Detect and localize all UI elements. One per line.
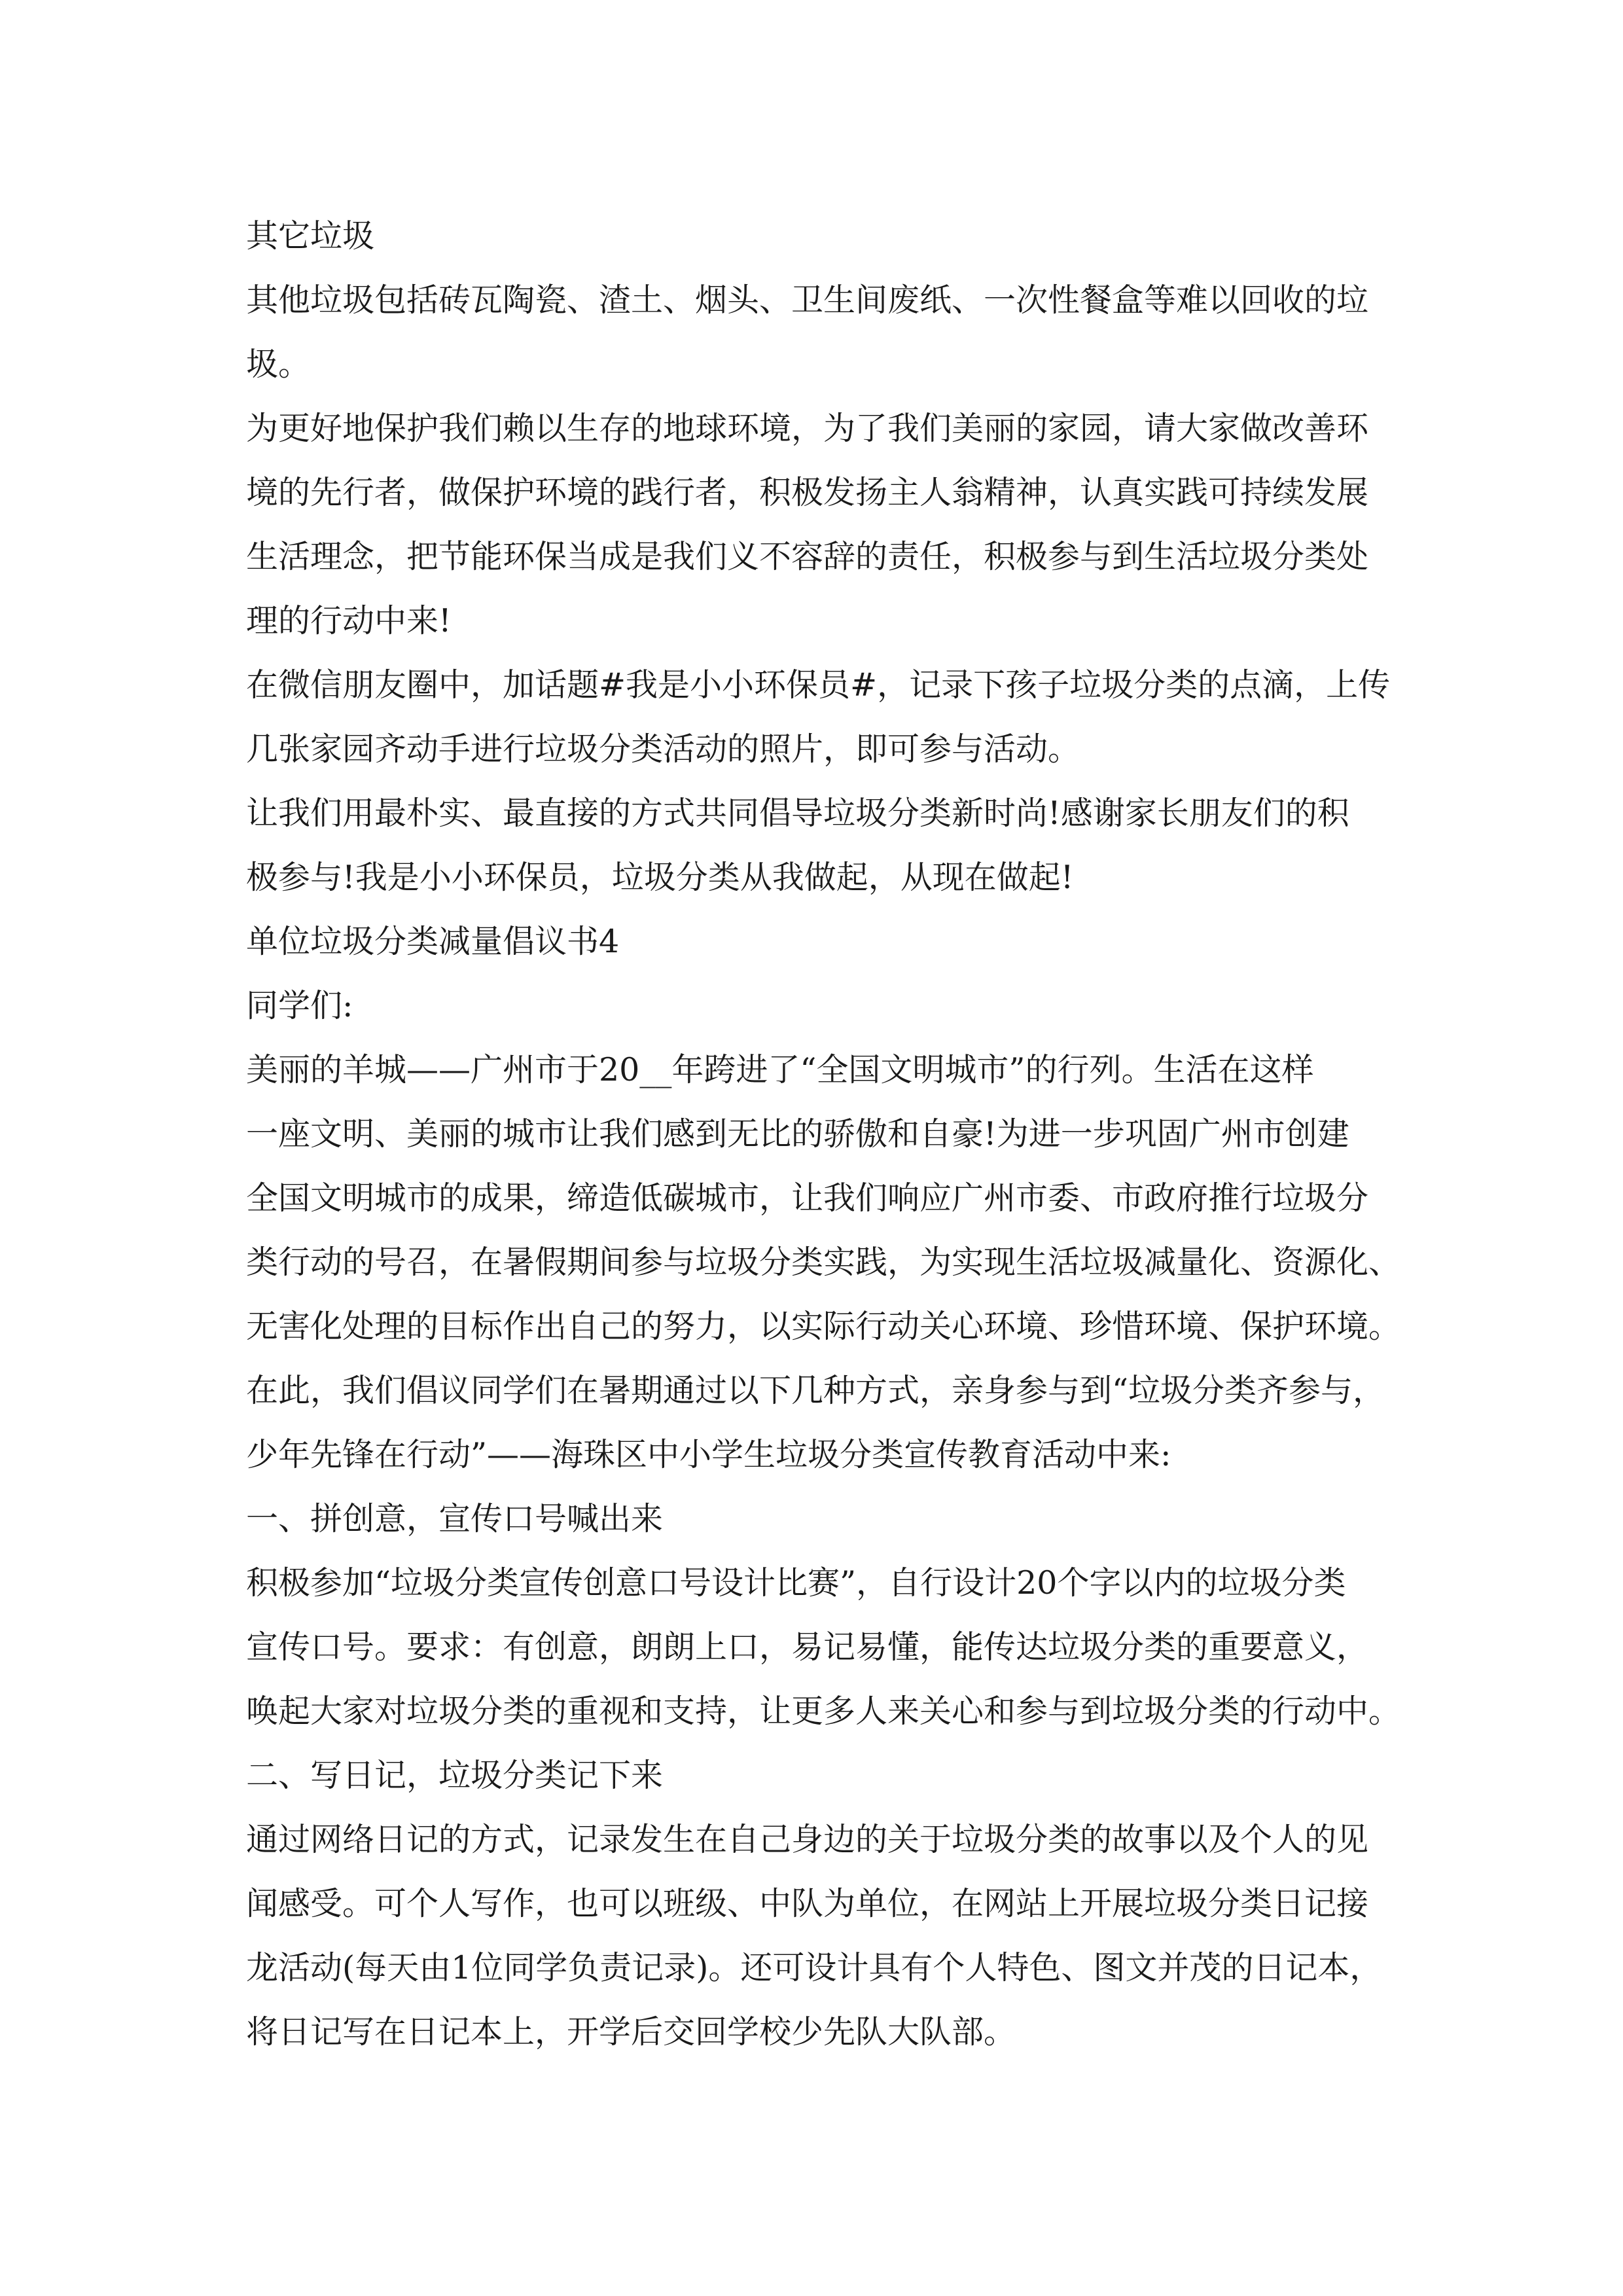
- document-title: 单位垃圾分类减量倡议书4: [246, 923, 620, 960]
- paragraph-line: 其他垃圾包括砖瓦陶瓷、渣土、烟头、卫生间废纸、一次性餐盒等难以回收的垃: [246, 281, 1369, 319]
- paragraph-line: 少年先锋在行动”——海珠区中小学生垃圾分类宣传教育活动中来:: [246, 1436, 1171, 1473]
- paragraph-line: 宣传口号。要求：有创意，朗朗上口，易记易懂，能传达垃圾分类的重要意义，: [246, 1628, 1369, 1666]
- document-body: [246, 204, 1401, 2064]
- paragraph-line: 理的行动中来!: [246, 602, 452, 639]
- paragraph-line: 一座文明、美丽的城市让我们感到无比的骄傲和自豪!为进一步巩固广州市创建: [246, 1115, 1349, 1153]
- paragraph-line: 在微信朋友圈中，加话题#我是小小环保员#，记录下孩子垃圾分类的点滴，上传: [246, 666, 1391, 704]
- paragraph-line: 积极参加“垃圾分类宣传创意口号设计比赛”，自行设计20个字以内的垃圾分类: [246, 1564, 1346, 1602]
- paragraph-line: 境的先行者，做保护环境的践行者，积极发扬主人翁精神，认真实践可持续发展: [246, 474, 1369, 511]
- paragraph-line: 龙活动(每天由1位同学负责记录)。还可设计具有个人特色、图文并茂的日记本，: [246, 1949, 1382, 1986]
- paragraph-line: 生活理念，把节能环保当成是我们义不容辞的责任，积极参与到生活垃圾分类处: [246, 538, 1369, 575]
- paragraph-line: 将日记写在日记本上，开学后交回学校少先队大队部。: [246, 2013, 1016, 2051]
- paragraph-line: 通过网络日记的方式，记录发生在自己身边的关于垃圾分类的故事以及个人的见: [246, 1821, 1369, 1858]
- paragraph-line: 圾。: [246, 346, 311, 383]
- paragraph-line: 几张家园齐动手进行垃圾分类活动的照片，即可参与活动。: [246, 730, 1080, 768]
- paragraph-line: 唤起大家对垃圾分类的重视和支持，让更多人来关心和参与到垃圾分类的行动中。: [246, 1693, 1401, 1730]
- paragraph-line: 类行动的号召，在暑假期间参与垃圾分类实践，为实现生活垃圾减量化、资源化、: [246, 1244, 1401, 1281]
- paragraph-line: 极参与!我是小小环保员，垃圾分类从我做起，从现在做起!: [246, 859, 1074, 896]
- paragraph-line: 无害化处理的目标作出自己的努力，以实际行动关心环境、珍惜环境、保护环境。: [246, 1308, 1401, 1345]
- section-heading-diary: 二、写日记，垃圾分类记下来: [246, 1757, 664, 1794]
- salutation: 同学们:: [246, 987, 353, 1024]
- paragraph-line: 让我们用最朴实、最直接的方式共同倡导垃圾分类新时尚!感谢家长朋友们的积: [246, 795, 1349, 832]
- paragraph-line: 在此，我们倡议同学们在暑期通过以下几种方式，亲身参与到“垃圾分类齐参与，: [246, 1372, 1385, 1409]
- paragraph-line: 闻感受。可个人写作，也可以班级、中队为单位，在网站上开展垃圾分类日记接: [246, 1885, 1369, 1922]
- section-heading-slogan: 一、拼创意，宣传口号喊出来: [246, 1500, 664, 1537]
- section-heading-other-waste: 其它垃圾: [246, 217, 375, 255]
- paragraph-line: 美丽的羊城——广州市于20__年跨进了“全国文明城市”的行列。生活在这样: [246, 1051, 1314, 1088]
- paragraph-line: 为更好地保护我们赖以生存的地球环境，为了我们美丽的家园，请大家做改善环: [246, 410, 1369, 447]
- paragraph-line: 全国文明城市的成果，缔造低碳城市，让我们响应广州市委、市政府推行垃圾分: [246, 1179, 1369, 1217]
